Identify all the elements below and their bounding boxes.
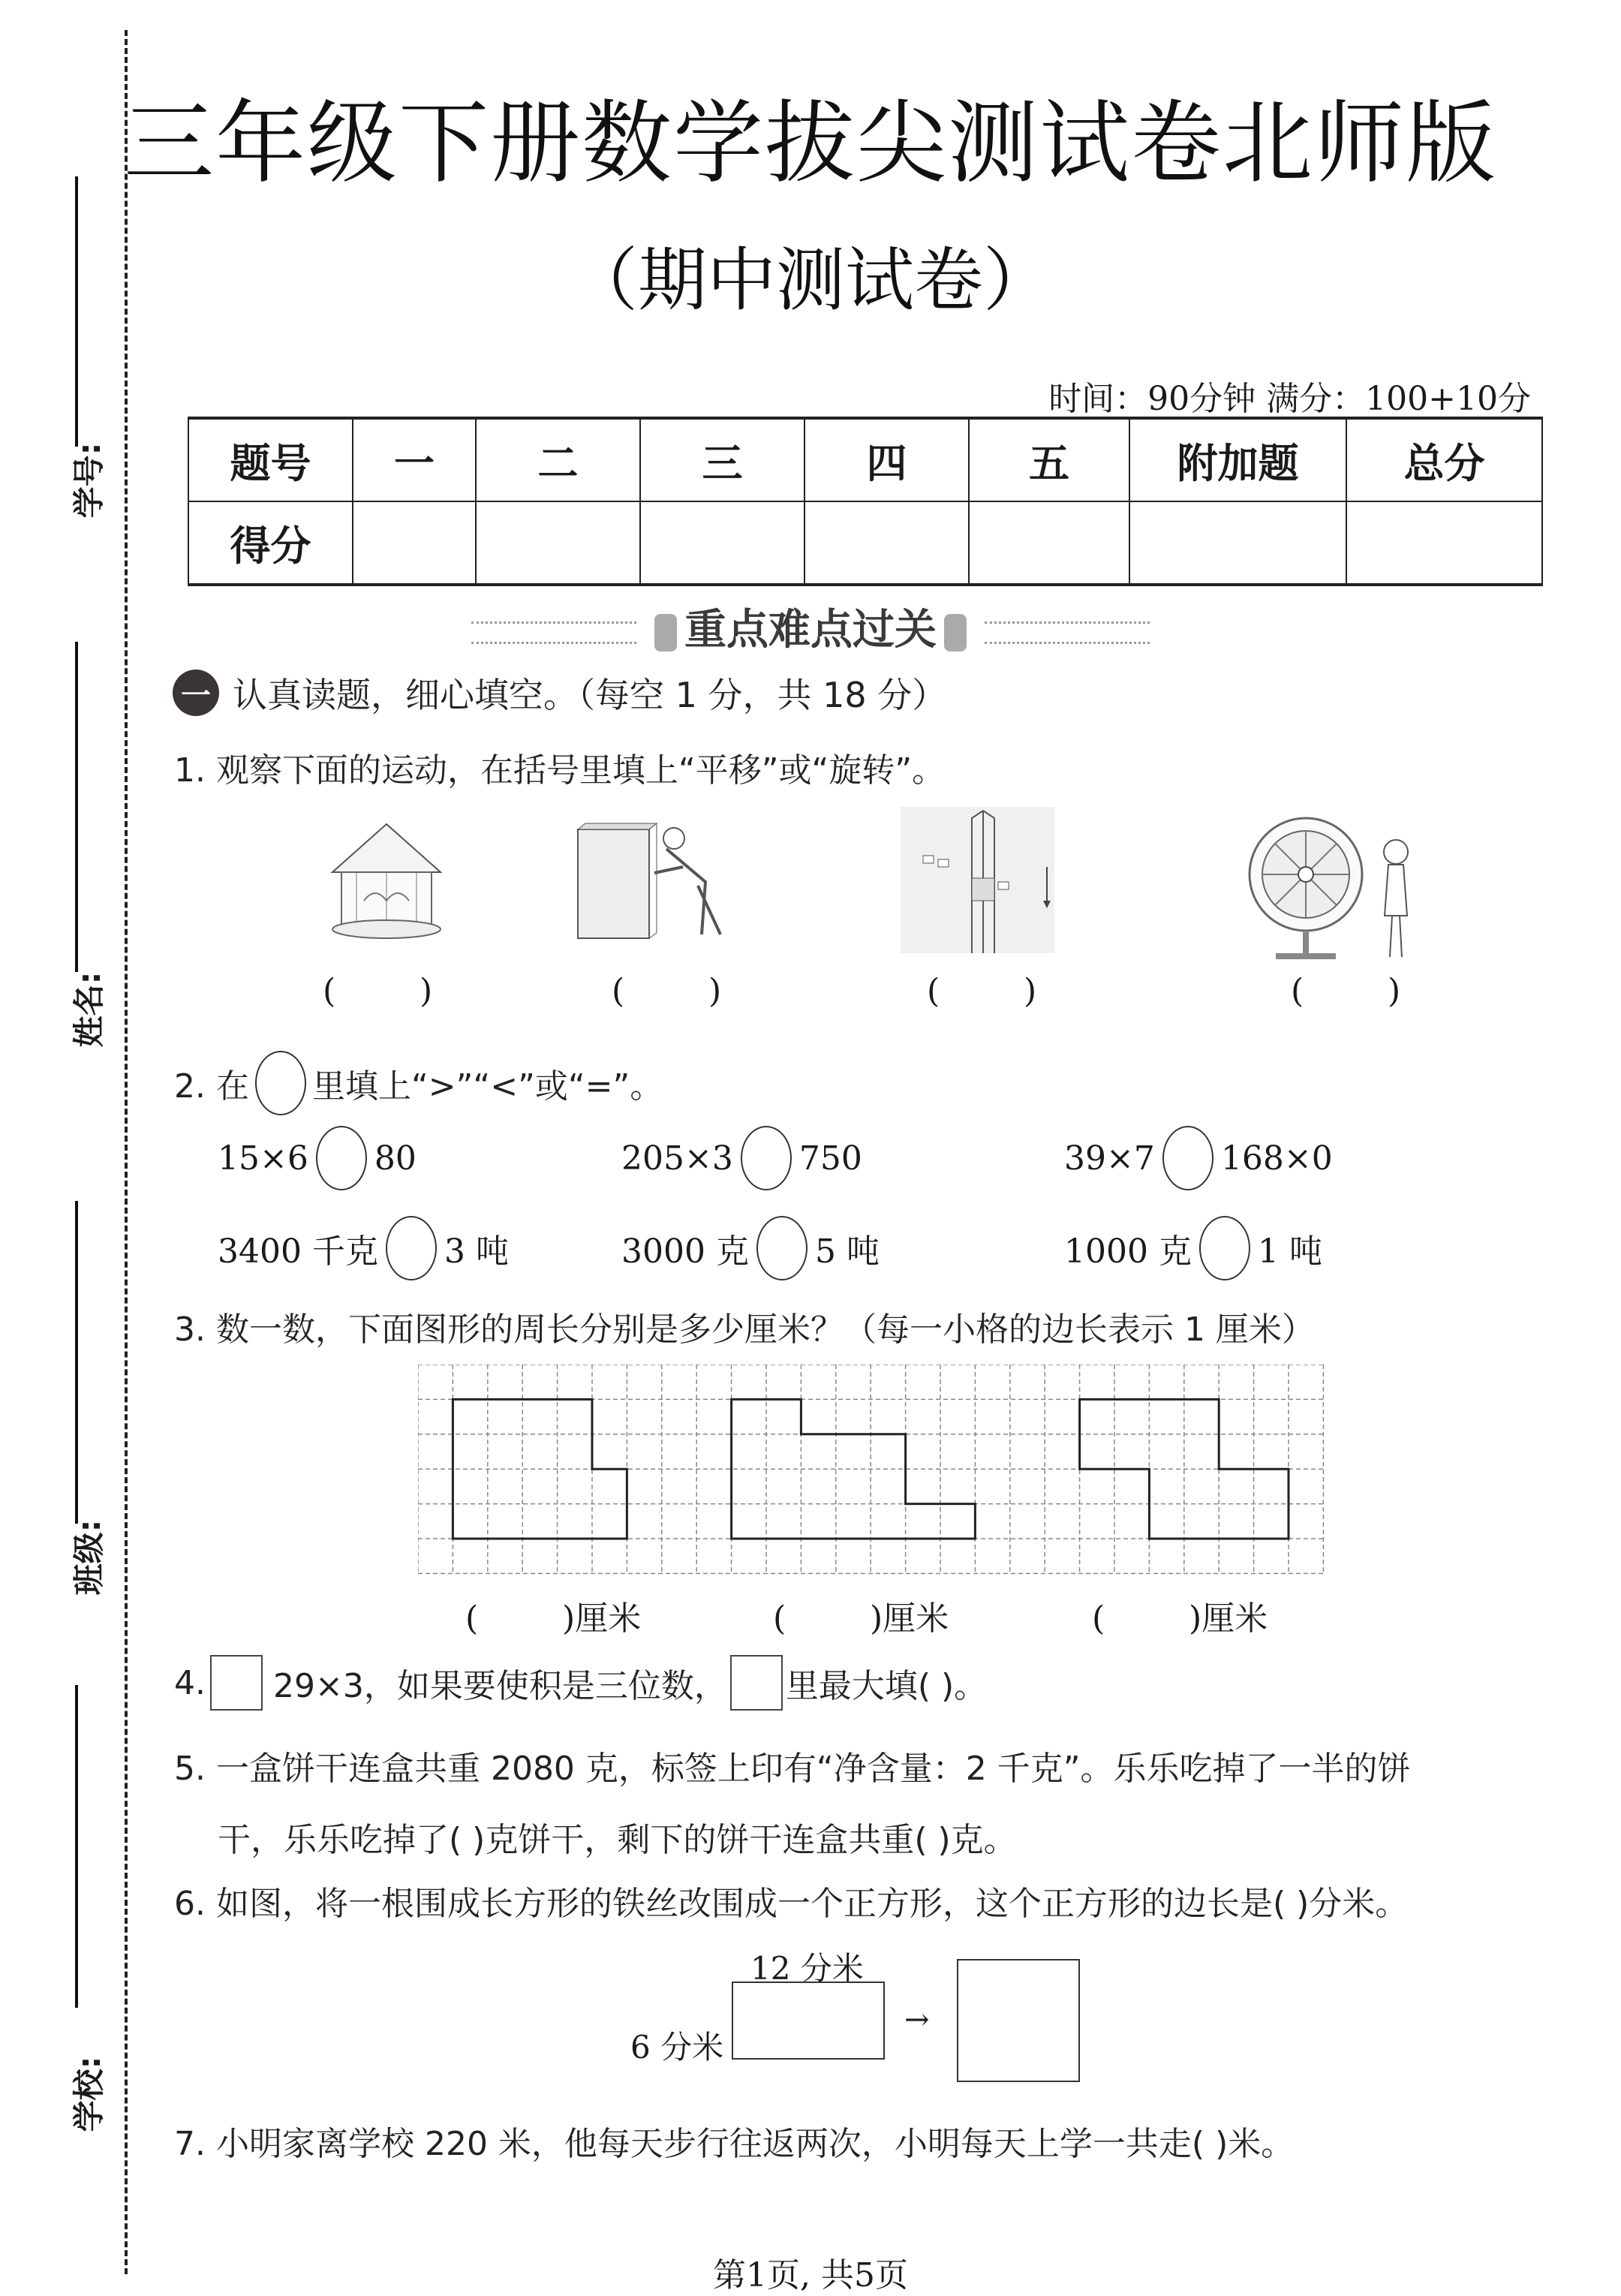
- section-number-badge: 一: [173, 670, 219, 716]
- spinning-wheel-icon: [1246, 811, 1433, 964]
- school-label: 学校:: [71, 2056, 107, 2132]
- compare-left: 3000 克: [621, 1232, 749, 1271]
- col-5: 五: [969, 418, 1129, 501]
- q3-answer-blank-1[interactable]: ( )厘米: [465, 1599, 642, 1638]
- table-row-header: [188, 418, 1542, 501]
- rect-length-label: 12 分米: [750, 1950, 864, 1987]
- question-3-text: 3. 数一数，下面图形的周长分别是多少厘米？（每一小格的边长表示 1 厘米）: [174, 1310, 1315, 1349]
- compare-item-5: [621, 1216, 880, 1280]
- student-id-label: 学号:: [71, 442, 107, 519]
- question-7-text: 7. 小明家离学校 220 米，他每天步行往返两次，小明每天上学一共走( )米。: [174, 2125, 1295, 2163]
- class-label: 班级:: [71, 1519, 107, 1596]
- compare-left: 1000 克: [1064, 1232, 1192, 1271]
- arrow-right-icon: →: [904, 2003, 930, 2037]
- brush-decoration-right: [944, 614, 967, 651]
- digit-box-icon[interactable]: [210, 1655, 263, 1711]
- compare-answer-circle[interactable]: [1199, 1216, 1250, 1280]
- compare-left: 205×3: [621, 1139, 733, 1178]
- score-cell[interactable]: [353, 501, 476, 585]
- col-1: 一: [353, 418, 476, 501]
- q2-suffix: 里填上“>”“<”或“=”。: [311, 1067, 663, 1106]
- page-number: 第1页, 共5页: [713, 2256, 908, 2294]
- col-total: 总分: [1346, 418, 1542, 501]
- score-cell[interactable]: [1346, 501, 1542, 585]
- q2-prefix: 2. 在: [174, 1067, 249, 1106]
- school-line: [75, 1685, 78, 2008]
- score-cell[interactable]: [969, 501, 1129, 585]
- q1-answer-blank-3[interactable]: ( ): [927, 972, 1037, 1010]
- rect-width-label: 6 分米: [630, 2029, 724, 2066]
- q4-number: 4.: [174, 1663, 206, 1702]
- q1-answer-blank-2[interactable]: ( ): [612, 972, 722, 1010]
- page-subtitle: （期中测试卷）: [568, 240, 1052, 320]
- question-5-line-2: 干，乐乐吃掉了( )克饼干，剩下的饼干连盒共重( )克。: [218, 1821, 1017, 1859]
- rectangle-shape: [732, 1982, 885, 2060]
- page-title: 三年级下册数学拔尖测试卷北师版: [124, 92, 1497, 196]
- compare-item-1: [218, 1126, 417, 1190]
- q4-text-b: 里最大填( )。: [785, 1667, 988, 1705]
- question-2-text: [174, 1051, 663, 1115]
- cut-dashed-line: [125, 30, 128, 2274]
- perimeter-grid: [418, 1365, 1326, 1576]
- compare-answer-circle[interactable]: [1162, 1126, 1213, 1190]
- compare-right: 80: [374, 1139, 417, 1178]
- compare-left: 3400 千克: [218, 1232, 378, 1271]
- compare-right: 1 吨: [1257, 1232, 1322, 1271]
- q1-answer-blank-1[interactable]: ( ): [323, 972, 433, 1010]
- question-6-text: 6. 如图，将一根围成长方形的铁丝改围成一个正方形，这个正方形的边长是( )分米。: [174, 1885, 1409, 1923]
- elevator-icon: [901, 807, 1058, 957]
- score-cell[interactable]: [1129, 501, 1346, 585]
- circle-placeholder-icon: [255, 1051, 306, 1115]
- square-shape: [957, 1959, 1080, 2082]
- table-row-score: [188, 501, 1542, 585]
- score-table: [188, 417, 1543, 586]
- col-3: 三: [640, 418, 804, 501]
- score-cell[interactable]: [476, 501, 640, 585]
- row-header-score: 得分: [188, 501, 353, 585]
- dotted-decoration-left: [471, 621, 636, 644]
- question-5-line-1: 5. 一盒饼干连盒共重 2080 克，标签上印有“净含量：2 千克”。乐乐吃掉了一半的饼: [174, 1750, 1411, 1788]
- q1-answer-blank-4[interactable]: ( ): [1291, 972, 1401, 1010]
- q4-text-a: 29×3，如果要使积是三位数，: [272, 1667, 727, 1705]
- compare-left: 15×6: [218, 1139, 308, 1178]
- col-bonus: 附加题: [1129, 418, 1346, 501]
- q3-answer-blank-3[interactable]: ( )厘米: [1092, 1599, 1268, 1638]
- compare-answer-circle[interactable]: [386, 1216, 437, 1280]
- col-2: 二: [476, 418, 640, 501]
- section-heading: [173, 668, 946, 718]
- name-label: 姓名:: [71, 971, 107, 1048]
- question-1-text: 1. 观察下面的运动，在括号里填上“平移”或“旋转”。: [174, 751, 946, 790]
- compare-right: 168×0: [1220, 1139, 1333, 1178]
- compare-item-4: [218, 1216, 509, 1280]
- compare-right: 750: [798, 1139, 862, 1178]
- question-4-text: [174, 1655, 987, 1711]
- compare-answer-circle[interactable]: [741, 1126, 792, 1190]
- compare-answer-circle[interactable]: [756, 1216, 807, 1280]
- compare-left: 39×7: [1064, 1139, 1155, 1178]
- carousel-icon: [311, 818, 462, 942]
- person-pushing-box-icon: [570, 822, 758, 946]
- name-line: [75, 642, 78, 972]
- dotted-decoration-right: [985, 621, 1150, 644]
- compare-right: 3 吨: [444, 1232, 509, 1271]
- score-cell[interactable]: [640, 501, 804, 585]
- compare-item-6: [1064, 1216, 1322, 1280]
- row-header-question: 题号: [188, 418, 353, 501]
- q3-answer-blank-2[interactable]: ( )厘米: [773, 1599, 949, 1638]
- section-banner: [0, 597, 1621, 657]
- section-heading-text: 认真读题，细心填空。（每空 1 分，共 18 分）: [233, 675, 947, 715]
- compare-right: 5 吨: [814, 1232, 880, 1271]
- col-4: 四: [804, 418, 969, 501]
- exam-meta: 时间：90分钟 满分：100+10分: [1048, 380, 1531, 418]
- banner-label: 重点难点过关: [684, 606, 937, 654]
- compare-item-2: [621, 1126, 862, 1190]
- compare-item-3: [1064, 1126, 1333, 1190]
- compare-answer-circle[interactable]: [316, 1126, 367, 1190]
- class-line: [75, 1201, 78, 1524]
- score-cell[interactable]: [804, 501, 969, 585]
- brush-decoration-left: [654, 614, 677, 651]
- digit-box-icon: [730, 1655, 783, 1711]
